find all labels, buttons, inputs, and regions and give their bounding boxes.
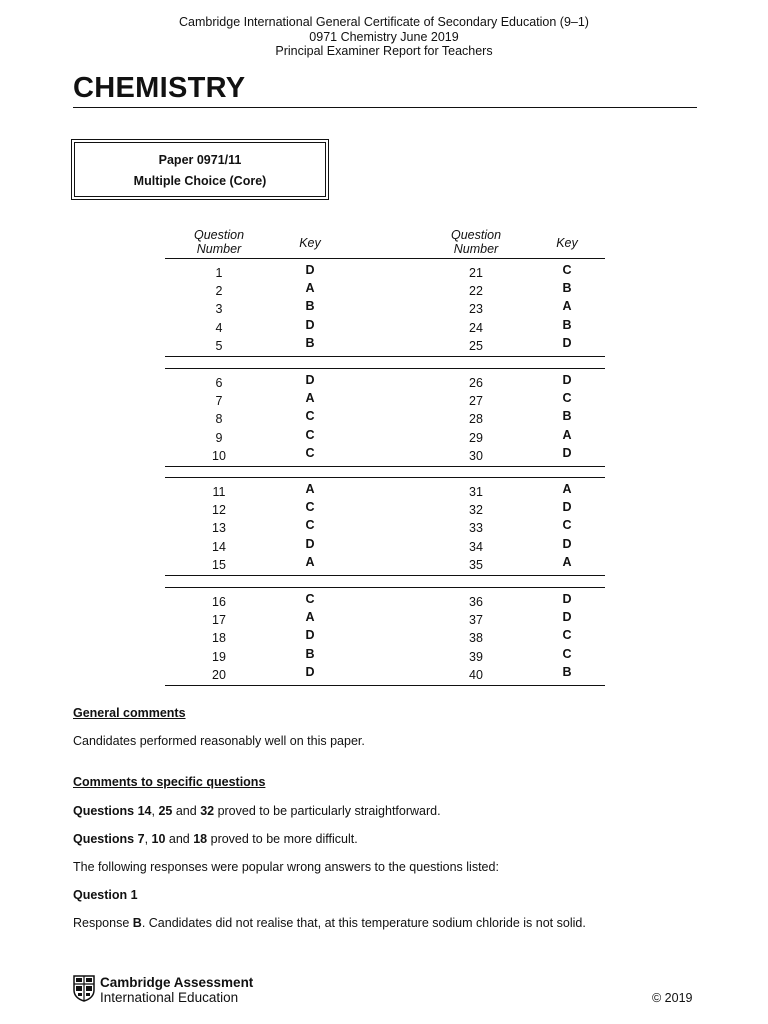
- question-number-cell: 16: [212, 595, 226, 609]
- answer-key-cell: C: [562, 628, 572, 643]
- paper-box: [71, 139, 329, 200]
- question-number-cell: 35: [469, 557, 483, 572]
- answer-key-cell: C: [562, 391, 572, 406]
- group-bottom-rule: [165, 466, 605, 467]
- answer-key-cell: A: [305, 281, 315, 296]
- answer-key-cell: A: [305, 391, 315, 406]
- question-number-cell: 19: [212, 649, 226, 664]
- answer-key-cell: C: [562, 646, 572, 661]
- logo-text-primary: Cambridge Assessment: [100, 975, 254, 990]
- question-number-cell: 30: [469, 448, 483, 463]
- column-header-question-right: Question Number: [450, 228, 502, 256]
- question-number-cell: 27: [469, 394, 483, 409]
- question-number-cell: 22: [469, 284, 483, 299]
- paper-title: Multiple Choice (Core): [133, 174, 267, 188]
- question-number-cell: 13: [212, 521, 226, 536]
- question-number-cell: 38: [469, 631, 483, 646]
- question-number-cell: 10: [212, 448, 226, 463]
- question-number-cell: 17: [212, 613, 226, 628]
- straightforward-questions-text: Questions 14, 25 and 32 proved to be particularly straightforward.: [73, 804, 441, 818]
- question-number-cell: 18: [212, 631, 226, 646]
- question-number-cell: 4: [215, 320, 223, 335]
- answer-key-cell: D: [562, 500, 572, 515]
- answer-key-cell: C: [305, 518, 315, 533]
- answer-key-cell: D: [562, 335, 572, 350]
- question-number-cell: 1: [215, 266, 223, 280]
- question-number-cell: 9: [215, 430, 223, 445]
- answer-key-cell: B: [305, 646, 315, 661]
- group-bottom-rule: [165, 575, 605, 576]
- question-number-cell: 5: [215, 338, 223, 353]
- answer-key-cell: A: [305, 610, 315, 625]
- answer-key-cell: C: [562, 518, 572, 533]
- cambridge-crest-icon: [73, 975, 95, 1002]
- table-header-rule: [165, 258, 605, 259]
- question-number-cell: 2: [215, 284, 223, 299]
- question-number-cell: 32: [469, 503, 483, 518]
- answer-key-cell: A: [562, 554, 572, 569]
- question-number-cell: 7: [215, 394, 223, 409]
- answer-key-cell: B: [562, 281, 572, 296]
- answer-key-cell: D: [562, 445, 572, 460]
- question-number-cell: 34: [469, 539, 483, 554]
- header-line-2: 0971 Chemistry June 2019: [309, 29, 459, 44]
- general-comments-heading: General comments: [73, 706, 186, 720]
- answer-key-cell: D: [305, 373, 315, 387]
- question-1-comment: Response B. Candidates did not realise that, at this temperature sodium chloride is not solid.: [73, 916, 586, 930]
- question-number-cell: 20: [212, 667, 226, 682]
- answer-key-cell: A: [562, 299, 572, 314]
- answer-key-cell: C: [305, 500, 315, 515]
- group-bottom-rule: [165, 685, 605, 686]
- answer-key-cell: A: [305, 554, 315, 569]
- subject-divider: [73, 107, 697, 108]
- question-number-cell: 8: [215, 412, 223, 427]
- question-number-cell: 26: [469, 376, 483, 390]
- answer-key-cell: C: [562, 263, 572, 277]
- question-1-heading: Question 1: [73, 888, 138, 902]
- wrong-answers-intro: The following responses were popular wrong answers to the questions listed:: [73, 860, 499, 874]
- answer-key-cell: C: [305, 445, 315, 460]
- answer-key-cell: D: [305, 263, 315, 277]
- answer-key-cell: C: [305, 427, 315, 442]
- question-number-cell: 31: [469, 485, 483, 499]
- question-number-cell: 24: [469, 320, 483, 335]
- answer-key-cell: D: [562, 536, 572, 551]
- question-number-cell: 25: [469, 338, 483, 353]
- answer-key-cell: D: [562, 592, 572, 606]
- answer-key-cell: D: [562, 610, 572, 625]
- paper-code: Paper 0971/11: [158, 153, 242, 167]
- general-comments-text: Candidates performed reasonably well on this paper.: [73, 734, 365, 748]
- answer-key-cell: B: [562, 409, 572, 424]
- group-top-rule: [165, 368, 605, 369]
- question-number-cell: 21: [469, 266, 483, 280]
- question-number-cell: 29: [469, 430, 483, 445]
- subject-title: CHEMISTRY: [73, 72, 246, 104]
- answer-key-cell: A: [562, 482, 572, 496]
- question-number-cell: 11: [212, 485, 226, 499]
- question-number-cell: 40: [469, 667, 483, 682]
- answer-key-cell: D: [305, 536, 315, 551]
- difficult-questions-text: Questions 7, 10 and 18 proved to be more difficult.: [73, 832, 358, 846]
- column-header-key-right: Key: [556, 236, 578, 250]
- answer-key-cell: D: [305, 317, 315, 332]
- question-number-cell: 36: [469, 595, 483, 609]
- question-number-cell: 37: [469, 613, 483, 628]
- answer-key-cell: B: [305, 299, 315, 314]
- copyright-notice: © 2019: [652, 991, 693, 1005]
- group-top-rule: [165, 587, 605, 588]
- answer-key-cell: A: [305, 482, 315, 496]
- question-number-cell: 28: [469, 412, 483, 427]
- question-number-cell: 14: [212, 539, 226, 554]
- header-line-1: Cambridge International General Certificate of Secondary Education (9–1): [179, 15, 589, 29]
- report-header: [0, 15, 768, 59]
- logo-text-secondary: International Education: [100, 990, 239, 1005]
- answer-key-cell: A: [562, 427, 572, 442]
- question-number-cell: 39: [469, 649, 483, 664]
- question-number-cell: 12: [212, 503, 226, 518]
- answer-key-cell: B: [305, 335, 315, 350]
- column-header-key-left: Key: [299, 236, 321, 250]
- question-number-cell: 3: [215, 302, 223, 317]
- answer-key-cell: C: [305, 592, 315, 606]
- group-top-rule: [165, 477, 605, 478]
- column-header-question-left: Question Number: [193, 228, 245, 256]
- question-number-cell: 6: [215, 376, 223, 390]
- answer-key-cell: D: [305, 628, 315, 643]
- group-bottom-rule: [165, 356, 605, 357]
- specific-comments-heading: Comments to specific questions: [73, 775, 266, 789]
- answer-key-cell: D: [562, 373, 572, 387]
- question-number-cell: 15: [212, 557, 226, 572]
- answer-key-cell: C: [305, 409, 315, 424]
- answer-key-cell: B: [562, 317, 572, 332]
- header-line-3: Principal Examiner Report for Teachers: [275, 44, 493, 58]
- question-number-cell: 23: [469, 302, 483, 317]
- question-number-cell: 33: [469, 521, 483, 536]
- answer-key-cell: D: [305, 664, 315, 679]
- answer-key-cell: B: [562, 664, 572, 679]
